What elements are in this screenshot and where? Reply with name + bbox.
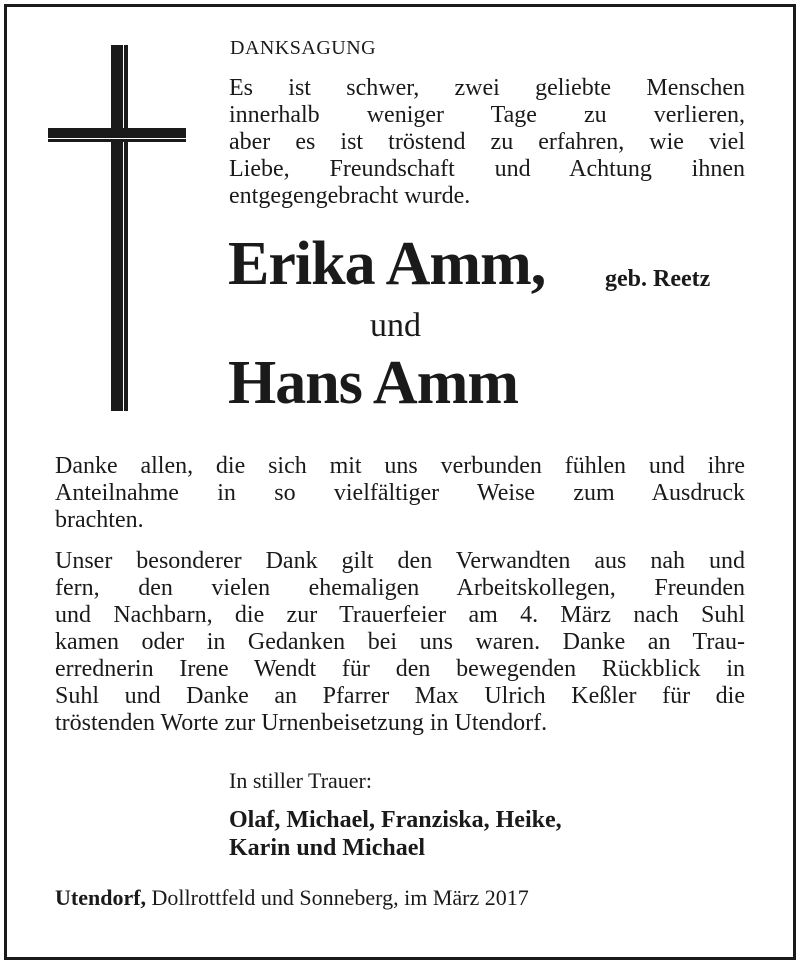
notice-heading: DANKSAGUNG [230, 37, 377, 59]
paragraph-line: kamen oder in Gedanken bei uns waren. Danke an Trau- [55, 629, 745, 655]
paragraph-line: errednerin Irene Wendt für den bewegenden Rückblick in [55, 656, 745, 682]
paragraph-line: Danke allen, die sich mit uns verbunden fühlen und ihre [55, 453, 745, 479]
mourners-line: Olaf, Michael, Franziska, Heike, [229, 807, 562, 833]
thanks-paragraph-2 [55, 548, 745, 737]
deceased-name-hans: Hans Amm [228, 349, 518, 417]
intro-line: Liebe, Freundschaft und Achtung ihnen [229, 156, 745, 182]
footer-town: Utendorf, [55, 885, 147, 910]
paragraph-line: und Nachbarn, die zur Trauerfeier am 4. März nach Suhl [55, 602, 745, 628]
intro-line: Es ist schwer, zwei geliebte Menschen [229, 75, 745, 101]
paragraph-line: Unser besonderer Dank gilt den Verwandten aus nah und [55, 548, 745, 574]
paragraph-line: tröstenden Worte zur Urnenbeisetzung in Utendorf. [55, 710, 548, 736]
intro-text [229, 75, 745, 210]
place-date-line [55, 885, 529, 911]
mourning-label: In stiller Trauer: [229, 768, 372, 793]
thanks-paragraph-1 [55, 453, 745, 534]
birth-name: geb. Reetz [605, 266, 711, 292]
paragraph-line: Suhl und Danke an Pfarrer Max Ulrich Keßler für die [55, 683, 745, 709]
intro-line: entgegengebracht wurde. [229, 183, 471, 209]
intro-line: innerhalb weniger Tage zu verlieren, [229, 102, 745, 128]
paragraph-line: Anteilnahme in so vielfältiger Weise zum Ausdruck [55, 480, 745, 506]
name-connector: und [370, 307, 421, 344]
mourners-list [229, 806, 562, 862]
intro-line: aber es ist tröstend zu erfahren, wie viel [229, 129, 745, 155]
deceased-name-erika: Erika Amm, [228, 230, 546, 298]
cross-horizontal-beam [48, 128, 186, 142]
cross-vertical-beam [111, 45, 128, 411]
paragraph-line: fern, den vielen ehemaligen Arbeitskollegen, Freunden [55, 575, 745, 601]
footer-rest: Dollrottfeld und Sonneberg, im März 2017 [146, 885, 529, 910]
mourners-line: Karin und Michael [229, 835, 426, 861]
paragraph-line: brachten. [55, 507, 144, 533]
